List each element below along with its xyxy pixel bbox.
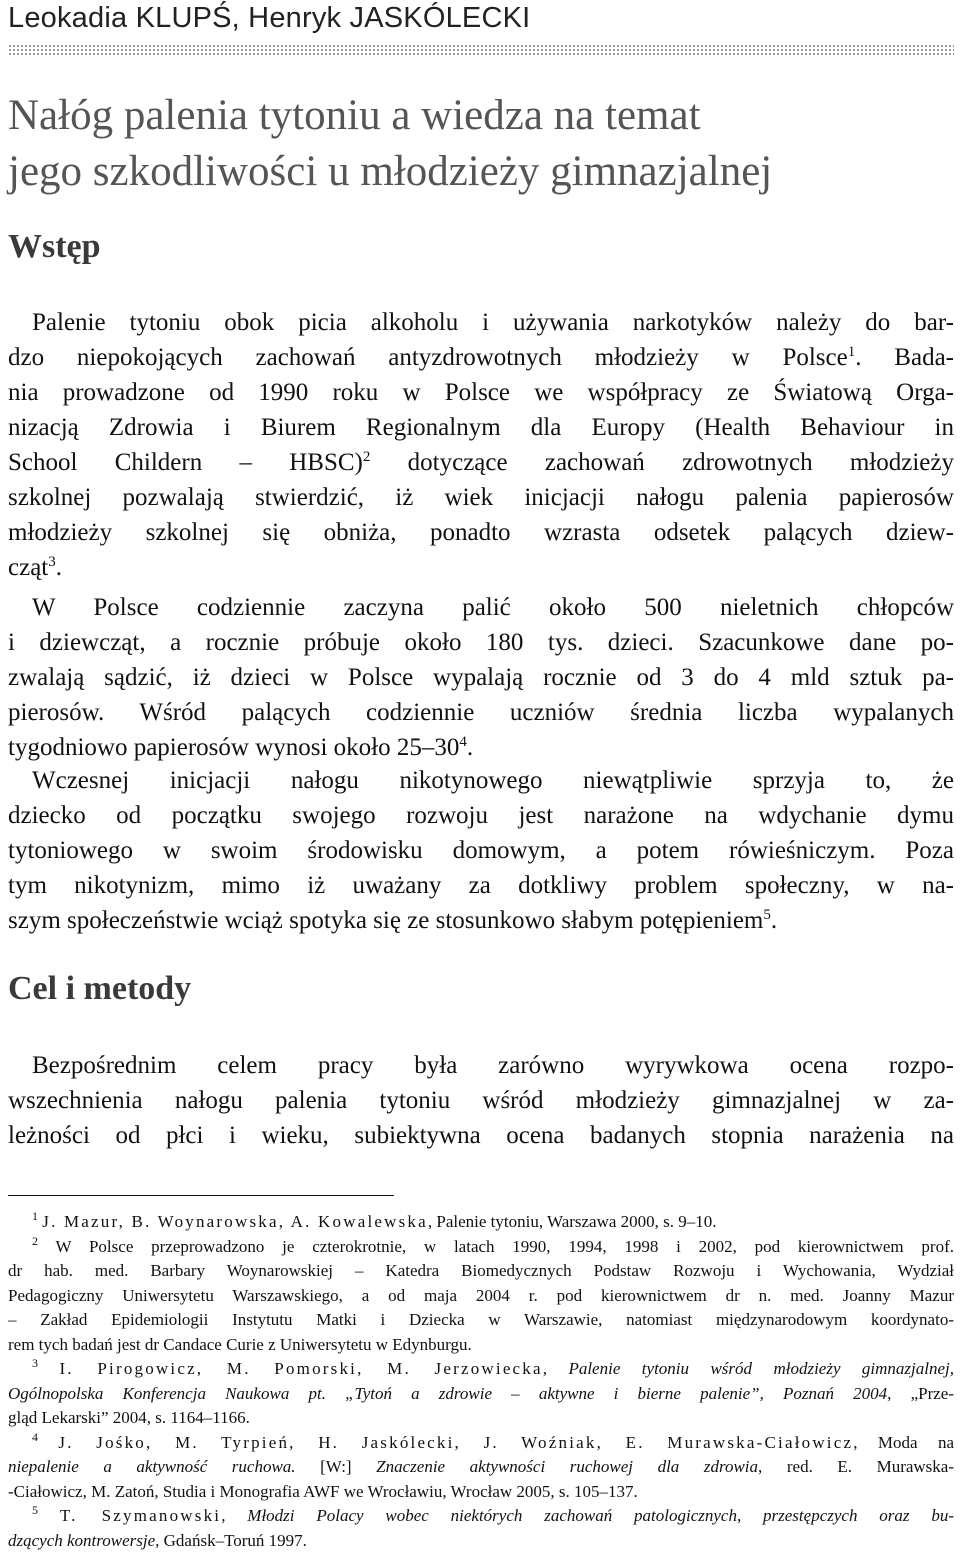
footnote-4-line: -Ciałowicz, M. Zatoń, Studia i Monografia AWF we Wrocławiu, Wrocław 2005, s. 105–137. <box>8 1481 638 1501</box>
footnote-2: $^2$ W Polsce przeprowadzono je czterokrotnie, w latach 1990, 1994, 1998 i 2002, pod kierownictwem prof. <box>32 1233 954 1256</box>
footnote-3-line: Ogólnopolska Konferencja Naukowa pt. „Tytoń a zdrowie – aktywne i bierne palenie”, Poznań 2004, „Prze- <box>8 1383 954 1403</box>
text-line: zwalają sądzić, iż dzieci w Polsce wypalają rocznie od 3 do 4 mld sztuk pa- <box>8 664 954 691</box>
text-line: młodzieży szkolnej się obniża, ponadto wzrasta odsetek palących dziew- <box>8 519 954 546</box>
dotted-rule <box>8 44 954 56</box>
text-line: W Polsce codziennie zaczyna palić około 500 nieletnich chłopców <box>32 594 954 621</box>
footnote-2-line: rem tych badań jest dr Candace Curie z Uniwersytetu w Edynburgu. <box>8 1334 472 1354</box>
text-line: cząt$^3$. <box>8 554 62 581</box>
footnote-2-line: – Zakład Epidemiologii Instytutu Matki i Dziecka w Warszawie, natomiast międzynarodowym koordynato- <box>8 1310 954 1329</box>
text-line: dzo niepokojących zachowań antyzdrowotnych młodzieży w Polsce$^1$. Bada- <box>8 344 954 371</box>
footnote-3: $^3$ I. Pirogowicz, M. Pomorski, M. Jerzowiecka, Palenie tytoniu wśród młodzieży gimnazjalnej, <box>32 1356 955 1378</box>
text-line: tygodniowo papierosów wynosi około $25-30^4$. <box>8 734 474 761</box>
text-line: wszechnienia nałogu palenia tytoniu wśród młodzieży gimnazjalnej w za- <box>8 1087 954 1114</box>
title-line-1: Nałóg palenia tytoniu a wiedza na temat <box>8 92 701 139</box>
text-line: nia prowadzone od 1990 roku w Polsce we współpracy ze Światową Orga- <box>8 379 954 406</box>
section-heading-methods: Cel i metody <box>8 970 192 1007</box>
footnote-ref: 3 <box>48 554 56 570</box>
text-line: szkolnej pozwalają stwierdzić, iż wiek inicjacji nałogu palenia papierosów <box>8 484 954 511</box>
footnote-separator <box>8 1195 394 1196</box>
text-line: i dziewcząt, a rocznie próbuje około 180 tys. dzieci. Szacunkowe dane po- <box>8 629 954 656</box>
footnotes <box>8 1210 954 1553</box>
text-line: leżności od płci i wieku, subiektywna ocena badanych stopnia narażenia na <box>8 1122 954 1149</box>
footnote-4: $^4$ J. Jośko, M. Tyrpień, H. Jaskólecki, J. Woźniak, E. Murawska-Ciałowicz, Moda na <box>32 1429 954 1452</box>
text-line: tytoniowego w swoim środowisku domowym, a potem rówieśniczym. Poza <box>8 837 954 864</box>
intro-paragraph-2 <box>8 590 954 765</box>
footnote-ref: 4 <box>459 734 467 750</box>
text-line: Wczesnej inicjacji nałogu nikotynowego niewątpliwie sprzyja to, że <box>32 767 954 794</box>
authors-header: Leokadia KLUPŚ, Henryk JASKÓLECKI <box>8 2 531 34</box>
footnote-2-line: dr hab. med. Barbary Woynarowskiej – Katedra Biomedycznych Podstaw Rozwoju i Wychowania, Wydział <box>8 1261 954 1280</box>
footnote-4-line: niepalenie a aktywność ruchowa. [W:] Znaczenie aktywności ruchowej dla zdrowia, red. E. Murawska- <box>8 1457 955 1476</box>
footnote-ref: 1 <box>847 344 856 360</box>
text-line: Bezpośrednim celem pracy była zarówno wyrywkowa ocena rozpo- <box>32 1052 954 1079</box>
section-heading-intro: Wstęp <box>8 228 101 265</box>
footnote-1: $^1$ J. Mazur, B. Woynarowska, A. Kowalewska, Palenie tytoniu, Warszawa 2000, s. 9–10. <box>32 1209 717 1231</box>
footnote-ref: 2 <box>362 449 371 465</box>
text-line: nizacją Zdrowia i Biurem Regionalnym dla Europy (Health Behaviour in <box>8 414 954 441</box>
footnote-3-line: gląd Lekarski” 2004, s. 1164–1166. <box>8 1408 250 1427</box>
text-line: School Childern – HBSC)$^2$ dotyczące zachowań zdrowotnych młodzieży <box>8 449 954 476</box>
intro-paragraph-1 <box>8 305 954 585</box>
footnote-5: $^5$ T. Szymanowski, Młodzi Polacy wobec niektórych zachowań patologicznych, przestępczych oraz bu- <box>32 1503 954 1525</box>
text-line: dziecko od początku swojego rozwoju jest narażone na wdychanie dymu <box>8 802 954 829</box>
footnote-ref: 5 <box>763 907 771 923</box>
footnote-5-line: dzących kontrowersje, Gdańsk–Toruń 1997. <box>8 1530 307 1550</box>
methods-paragraph-1 <box>8 1048 954 1153</box>
article-title <box>8 88 948 200</box>
footnote-2-line: Pedagogiczny Uniwersytetu Warszawskiego, a od maja 2004 r. pod kierownictwem dr n. med. Joanny Mazur <box>8 1285 954 1305</box>
text-line: Palenie tytoniu obok picia alkoholu i używania narkotyków należy do bar- <box>32 309 954 336</box>
text-line: pierosów. Wśród palących codziennie uczniów średnia liczba wypalanych <box>8 699 954 726</box>
title-line-2: jego szkodliwości u młodzieży gimnazjalnej <box>8 148 773 195</box>
text-line: tym nikotynizm, mimo iż uważany za dotkliwy problem społeczny, w na- <box>8 872 954 899</box>
text-line: szym społeczeństwie wciąż spotyka się ze stosunkowo słabym potępieniem$^5$. <box>8 907 778 934</box>
intro-paragraph-3 <box>8 763 954 938</box>
